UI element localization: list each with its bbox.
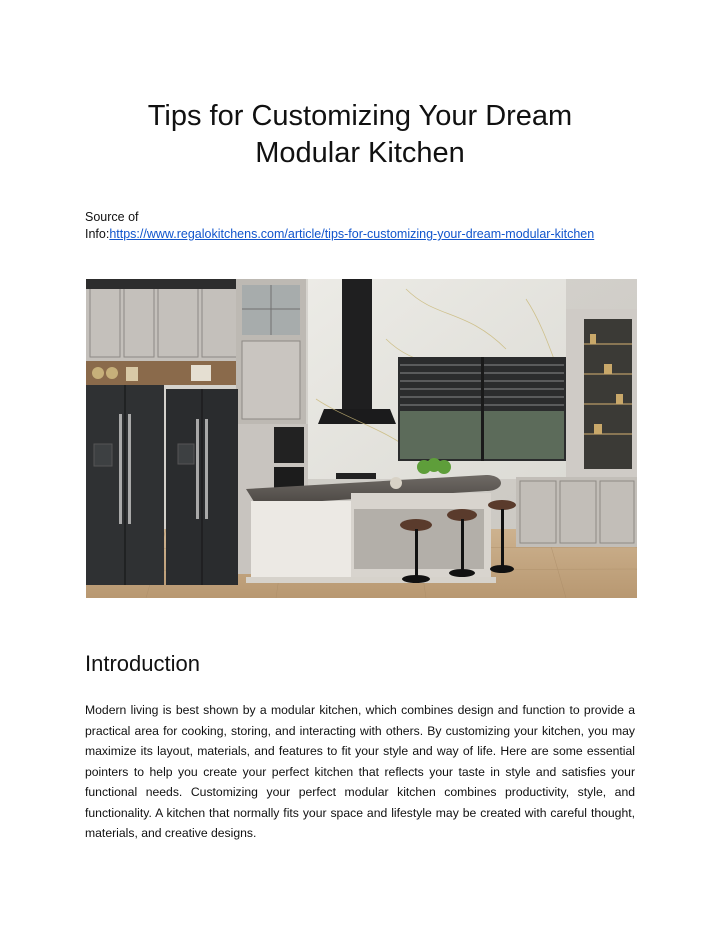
source-info [85, 209, 594, 243]
oven [274, 427, 304, 463]
introduction-heading: Introduction [85, 651, 200, 676]
upper-cabinets [86, 279, 246, 361]
title-line-1: Tips for Customizing Your Dream [147, 100, 573, 132]
source-label-2: Info: [85, 227, 110, 241]
page-title [60, 98, 660, 172]
source-label-1: Source of [85, 210, 139, 224]
title-line-2: Modular Kitchen [255, 137, 465, 169]
hero-image [86, 279, 637, 598]
introduction-paragraph: Modern living is best shown by a modular kitchen, which combines design and function to provide a practical area for cooking, storing, and interacting with others. By customizing your kitchen, you may maximize its layout, materials, and features to fit your style and way of life. Here are some essential pointers to help you create your perfect kitchen that reflects your taste in style and satisfies your functional needs. Customizing your perfect modular kitchen combines productivity, style, and functionality. A kitchen that normally fits your space and lifestyle may be created with careful thought, materials, and creative designs. [85, 703, 635, 840]
source-link[interactable]: https://www.regalokitchens.com/article/tips-for-customizing-your-dream-modular-kitchen [109, 227, 595, 241]
